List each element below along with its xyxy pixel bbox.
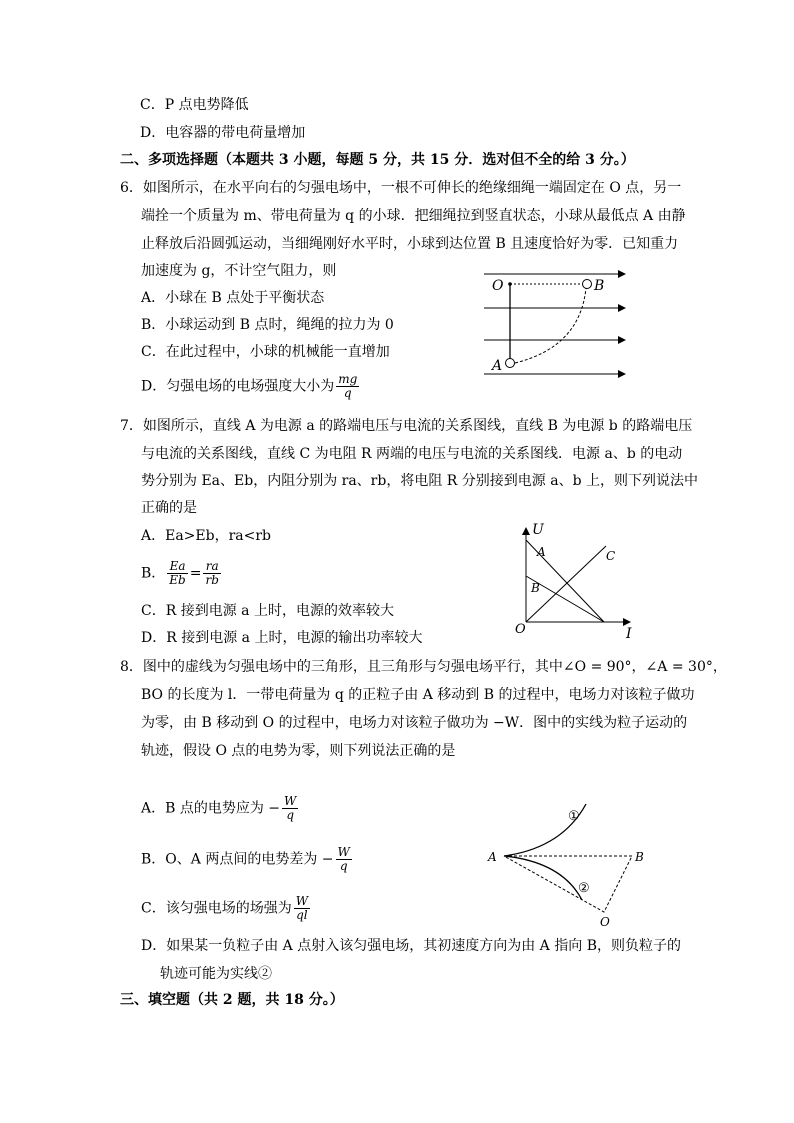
q7-stem-line-4: 正确的是 — [141, 500, 197, 516]
triangle-aob — [504, 856, 632, 912]
arc-path — [515, 288, 586, 363]
q6-stem-line-2: 端拴一个质量为 m、带电荷量为 q 的小球．把细绳拉到竖直状态，小球从最低点 A 由静 — [141, 208, 686, 224]
label-b: B — [594, 278, 605, 294]
q6-option-b: B．小球运动到 B 点时，绳绳的拉力为 0 — [141, 317, 394, 333]
label-c: C — [606, 549, 616, 563]
label-o: O — [600, 915, 610, 929]
q6-figure — [480, 262, 640, 382]
q7-option-b: B． $\frac{Ea}{Eb}$ = $\frac{ra}{rb}$ — [141, 559, 219, 587]
q8-stem-line-1: 8．图中的虚线为匀强电场中的三角形，且三角形与匀强电场平行，其中∠O = 90°，∠A = 30°， — [120, 659, 727, 675]
label-path-2: ② — [578, 881, 590, 896]
q6-option-c: C．在此过程中，小球的机械能一直增加 — [141, 344, 390, 360]
label-path-1: ① — [568, 809, 580, 824]
q7-stem-line-2: 与电流的关系图线，直线 C 为电阻 R 两端的电压与电流的关系图线．电源 a、b 的电动 — [141, 446, 683, 462]
q6-stem-line-4: 加速度为 g，不计空气阻力，则 — [141, 263, 337, 279]
ball-a — [506, 359, 515, 368]
label-b: B — [635, 850, 644, 864]
q8-option-a: A．B 点的电势应为 − $\frac{W}{q}$ — [141, 794, 297, 822]
label-a: A — [492, 358, 503, 374]
q7-stem-line-1: 7．如图所示，直线 A 为电源 a 的路端电压与电流的关系图线，直线 B 为电源 b 的路端电压 — [120, 418, 693, 434]
pivot-point — [508, 282, 512, 286]
q5-option-c: C．P 点电势降低 — [140, 97, 249, 113]
q8-figure — [482, 802, 652, 930]
q7-figure — [508, 520, 643, 642]
q8-option-c: C．该匀强电场的场强为 $\frac{W}{ql}$ — [141, 894, 309, 922]
q6-option-a: A．小球在 B 点处于平衡状态 — [141, 290, 325, 306]
q7-option-d: D．R 接到电源 a 上时，电源的输出功率较大 — [141, 630, 423, 646]
label-u: U — [532, 522, 544, 538]
label-o: O — [492, 278, 504, 294]
q7-stem-line-3: 势分别为 Ea、Eb，内阻分别为 ra、rb，将电阻 R 分别接到电源 a、b 上，则下列说法中 — [141, 473, 698, 489]
q6-option-d: D．匀强电场的电场强度大小为 $\frac{mg}{q}$ — [141, 372, 358, 400]
q5-option-d: D．电容器的带电荷量增加 — [140, 125, 306, 141]
q8-option-d-line-1: D．如果某一负粒子由 A 点射入该匀强电场，其初速度方向为由 A 指向 B，则负粒子的 — [141, 938, 681, 954]
label-o: O — [515, 622, 526, 637]
q6-stem-line-1: 6．如图所示，在水平向右的匀强电场中，一根不可伸长的绝缘细绳一端固定在 O 点，另一 — [120, 180, 682, 196]
section-2-heading: 二、多项选择题（本题共 3 小题，每题 5 分，共 15 分．选对但不全的给 3 分。） — [120, 152, 635, 168]
q8-option-d-line-2: 轨迹可能为实线② — [160, 966, 272, 982]
label-b: B — [531, 581, 540, 595]
q6-d-fraction: $\frac{mg}{q}$ — [338, 372, 358, 400]
label-a: A — [488, 850, 497, 864]
q8-stem-line-4: 轨迹，假设 O 点的电势为零，则下列说法正确的是 — [141, 743, 456, 759]
q7-option-a: A．Ea>Eb，ra<rb — [141, 528, 272, 544]
label-i: I — [626, 626, 632, 642]
ball-b — [583, 280, 592, 289]
q7-option-c: C．R 接到电源 a 上时，电源的效率较大 — [141, 603, 394, 619]
section-3-heading: 三、填空题（共 2 题，共 18 分。） — [120, 992, 344, 1008]
q8-option-b: B．O、A 两点间的电势差为 − $\frac{W}{q}$ — [141, 845, 350, 873]
q6-stem-line-3: 止释放后沿圆弧运动，当细绳刚好水平时，小球到达位置 B 且速度恰好为零．已知重力 — [141, 236, 679, 252]
q8-stem-line-3: 为零，由 B 移动到 O 的过程中，电场力对该粒子做功为 −W．图中的实线为粒子运动的 — [141, 715, 688, 731]
q8-stem-line-2: BO 的长度为 l．一带电荷量为 q 的正粒子由 A 移动到 B 的过程中，电场力对该粒子做功 — [141, 687, 695, 703]
label-a: A — [537, 545, 546, 559]
